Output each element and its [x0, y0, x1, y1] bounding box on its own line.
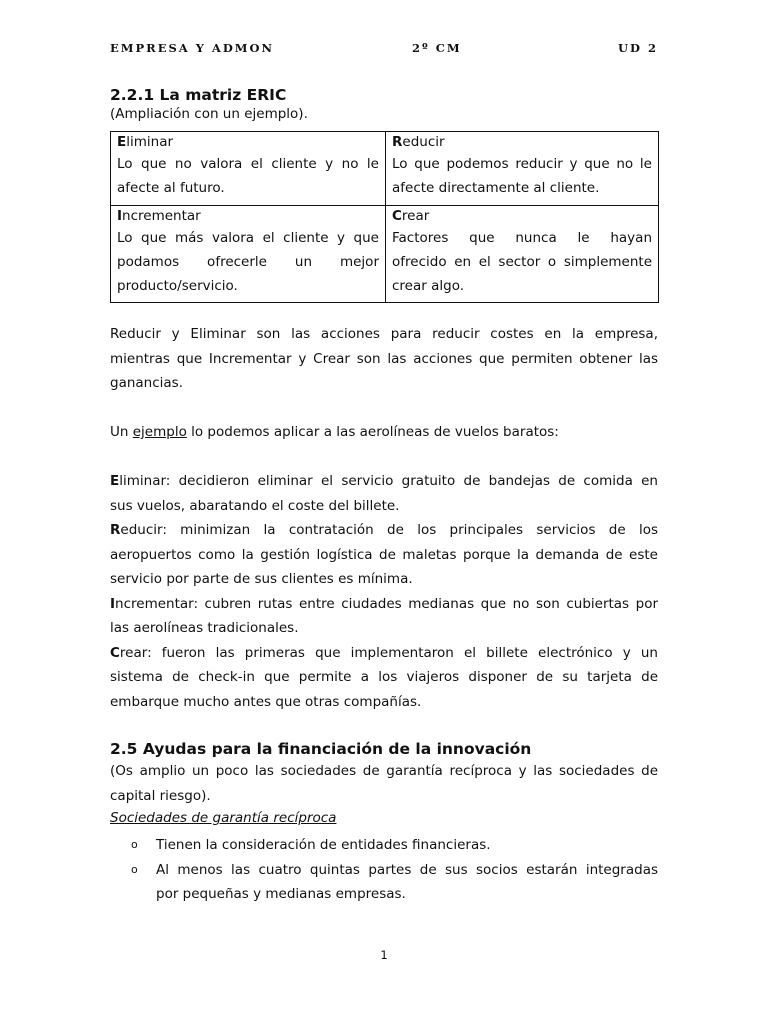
- example-incrementar: Incrementar: cubren rutas entre ciudades medianas que no son cubiertas por: [110, 595, 658, 612]
- eric-matrix-table: [110, 131, 659, 303]
- example-eliminar: Eliminar: decidieron eliminar el servicio gratuito de bandejas de comida en: [110, 473, 658, 489]
- header-unit: UD 2: [617, 41, 658, 55]
- section-title-financiacion: 2.5 Ayudas para la financiación de la innovación: [110, 740, 532, 758]
- cell-title-incrementar: Incrementar: [117, 207, 201, 224]
- table-row: [111, 205, 659, 303]
- bullet-icon: o: [131, 862, 138, 876]
- example-intro: Un ejemplo lo podemos aplicar a las aerolíneas de vuelos baratos:: [110, 424, 559, 440]
- example-reducir: Reducir: minimizan la contratación de los principales servicios de los: [110, 522, 658, 538]
- section-title-eric: 2.2.1 La matriz ERIC: [110, 86, 287, 104]
- cell-incrementar: Incrementar Lo que más valora el cliente y que podamos ofrecerle un mejor producto/servicio.: [111, 205, 386, 303]
- cell-title-reducir: Reducir: [392, 134, 445, 150]
- cell-eliminar: Eliminar Lo que no valora el cliente y no le afecte al futuro.: [111, 132, 386, 206]
- section-subtitle: (Ampliación con un ejemplo).: [110, 106, 308, 122]
- examples-block: Eliminar: decidieron eliminar el servicio gratuito de bandejas de comida en sus vuelos, abaratando el coste del billete. Reducir: minimizan la contratación de los principales servicios de los aeropuertos como la gestión logística de maletas porque la demanda de este servicio por parte de sus clientes es mínima. Incrementar: cubren rutas entre ciudades medianas que no son cubiertas por las aerolíneas tradicionales. Crear: fueron las primeras que implementaron el billete electrónico y un sistema de check-in que permite a los viajeros disponer de su tarjeta de embarque mucho antes que otras compañías.: [110, 469, 658, 714]
- example-link[interactable]: ejemplo: [132, 424, 187, 440]
- page-number: 1: [380, 948, 388, 962]
- cell-crear: Crear Factores que nunca le hayan ofrecido en el sector o simplemente crear algo.: [386, 205, 659, 303]
- running-header: [110, 41, 658, 57]
- cell-reducir: Reducir Lo que podemos reducir y que no le afecte directamente al cliente.: [386, 132, 659, 206]
- subheading-sgr: Sociedades de garantía recíproca: [110, 810, 337, 826]
- paragraph-costs: Reducir y Eliminar son las acciones para reducir costes en la empresa, mientras que Incrementar y Crear son las acciones que permiten obtener las ganancias.: [110, 326, 658, 391]
- list-item: o Al menos las cuatro quintas partes de sus socios estarán integradas por pequeñas y medianas empresas.: [110, 858, 658, 907]
- header-subject: EMPRESA Y ADMON: [110, 41, 275, 55]
- table-row: [111, 132, 659, 206]
- cell-title-eliminar: Eliminar: [117, 134, 174, 150]
- example-crear: Crear: fueron las primeras que implementaron el billete electrónico y un: [110, 644, 658, 661]
- section2-intro: (Os amplio un poco las sociedades de garantía recíproca y las sociedades de capital riesgo).: [110, 763, 658, 804]
- bullet-list: [110, 833, 658, 907]
- header-course: 2º CM: [412, 41, 462, 55]
- cell-title-crear: Crear: [392, 207, 430, 224]
- list-item: o Tienen la consideración de entidades financieras.: [110, 833, 658, 858]
- bullet-icon: o: [131, 838, 138, 851]
